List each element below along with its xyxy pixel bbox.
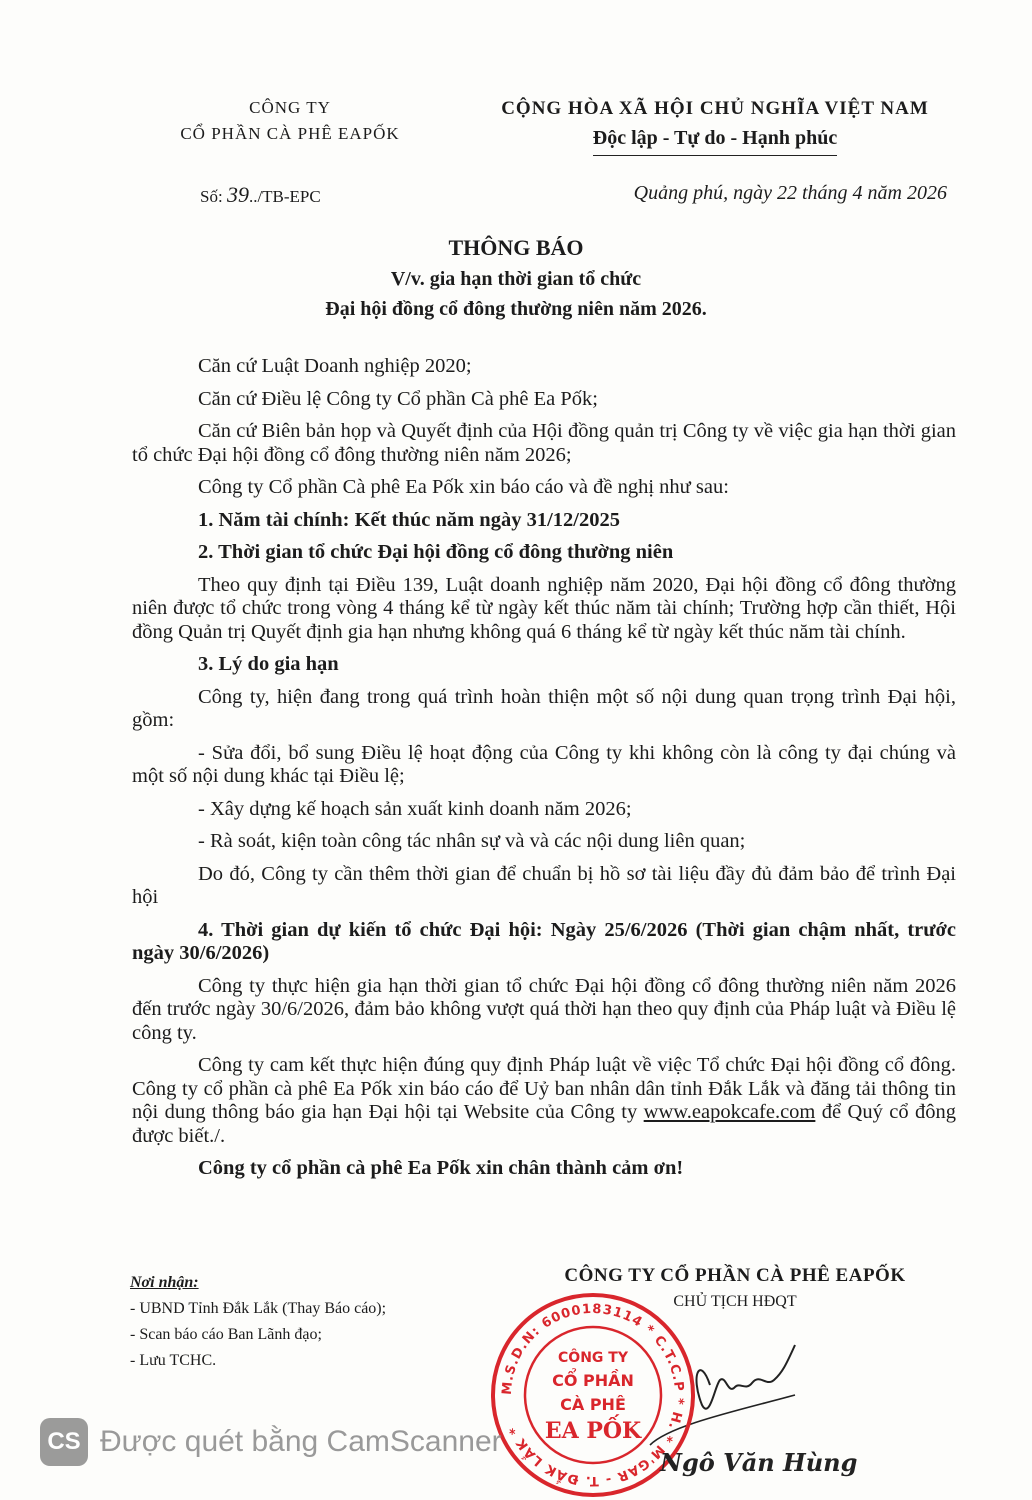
document-number [200,182,321,208]
recipients [130,1270,386,1374]
company-line-1: CÔNG TY [249,98,331,117]
section-4-text-2 [132,1054,956,1148]
section-3-item-3: - Rà soát, kiện toàn công tác nhân sự và và các nội dung liên quan; [198,830,746,852]
doc-number-handwritten: 39 [226,182,249,207]
camscanner-watermark [40,1418,502,1466]
section-4-text-1: Công ty thực hiện gia hạn thời gian tổ chức Đại hội đồng cổ đông thường niên năm 2026 đến trước ngày 30/6/2026, đảm bảo không vượt quá thời hạn theo quy định của Pháp luật và Điều lệ công ty. [132,974,956,1044]
signature-company: CÔNG TY CỔ PHẦN CÀ PHÊ EAPỐK [564,1265,906,1286]
company-line-2: CỔ PHẦN CÀ PHÊ EAPỐK [180,124,400,143]
recipients-heading: Nơi nhận: [130,1274,199,1291]
recipient-item: - Scan báo cáo Ban Lãnh đạo; [130,1326,322,1343]
signature-position: CHỦ TỊCH HĐQT [673,1293,797,1310]
section-4-text-2b: để Quý cổ đông được biết./. [132,1101,956,1147]
watermark-text: Được quét bằng CamScanner [100,1425,502,1458]
nation-header [455,95,975,156]
doc-number-suffix: ../TB-EPC [248,187,321,206]
place-date: Quảng phú, ngày 22 tháng 4 năm 2026 [633,182,947,204]
section-2-heading: 2. Thời gian tổ chức Đại hội đồng cổ đông thường niên [198,541,674,563]
basis-1: Căn cứ Luật Doanh nghiệp 2020; [198,355,472,377]
camscanner-logo-icon: CS [40,1418,88,1466]
section-3-heading: 3. Lý do gia hạn [198,653,339,675]
stamp-line-2: CỔ PHẦN [552,1371,634,1390]
section-2-text: Theo quy định tại Điều 139, Luật doanh nghiệp năm 2020, Đại hội đồng cổ đông thường niên được tổ chức trong vòng 4 tháng kể từ ngày kết thúc năm tài chính; Trường hợp cần thiết, Hội đồng Quản trị Quyết định gia hạn nhưng không quá 6 tháng kể từ ngày kết thúc năm tài chính. [132,573,956,643]
thanks-line: Công ty cổ phần cà phê Ea Pốk xin chân thành cảm ơn! [198,1157,684,1179]
intro: Công ty Cổ phần Cà phê Ea Pốk xin báo cáo và đề nghị như sau: [198,476,729,498]
subject-line-2: Đại hội đồng cổ đông thường niên năm 2026. [325,298,707,320]
title-block [0,232,1032,324]
doc-number-prefix: Số: [200,187,223,206]
recipient-item: - Lưu TCHC. [130,1352,217,1369]
company-header [120,95,460,147]
stamp-ring-text: M.S.D.N: 6000183114 * C.T.C.P * H. * M'GAR - T. ĐẮK LẮK * [499,1301,687,1489]
nation-title: CỘNG HÒA XÃ HỘI CHỦ NGHĨA VIỆT NAM [501,98,929,119]
section-3-item-2: - Xây dựng kế hoạch sản xuất kinh doanh năm 2026; [198,797,632,820]
subject-line-1: V/v. gia hạn thời gian tổ chức [390,268,642,290]
basis-2: Căn cứ Điều lệ Công ty Cổ phần Cà phê Ea Pốk; [198,387,598,410]
stamp-line-4: EA PỐK [544,1418,642,1444]
document-body [132,355,956,1190]
website-link[interactable]: www.eapokcafe.com [643,1101,816,1123]
section-4-text-2a: Công ty cam kết thực hiện đúng quy định Pháp luật về việc Tổ chức Đại hội đồng cổ đông. Công ty cổ phần cà phê Ea Pốk xin báo cáo để Uỷ ban nhân dân tỉnh Đắk Lắk và đăng tải thông tin nội dung thông báo gia hạn Đại hội tại Website của Công ty [132,1054,956,1123]
section-3-item-1: - Sửa đổi, bổ sung Điều lệ hoạt động của Công ty khi không còn là công ty đại chúng và một số nội dung khác tại Điều lệ; [132,741,956,787]
section-3-conclusion: Do đó, Công ty cần thêm thời gian để chuẩn bị hồ sơ tài liệu đầy đủ đảm bảo để trình Đại hội [132,862,956,908]
stamp-line-3: CÀ PHÊ [560,1395,626,1414]
section-1-heading: 1. Năm tài chính: Kết thúc năm ngày 31/12/2025 [198,508,620,531]
recipient-item: - UBND Tỉnh Đắk Lắk (Thay Báo cáo); [130,1300,387,1317]
stamp-line-1: CÔNG TY [558,1350,628,1366]
signer-name: Ngô Văn Hùng [660,1448,858,1477]
motto: Độc lập - Tự do - Hạnh phúc [593,123,837,156]
basis-3: Căn cứ Biên bản họp và Quyết định của Hội đồng quản trị Công ty về việc gia hạn thời gian tổ chức Đại hội đồng cổ đông thường niên năm 2026; [132,420,956,466]
section-3-text: Công ty, hiện đang trong quá trình hoàn thiện một số nội dung quan trọng trình Đại hội, gồm: [132,685,956,731]
section-4-heading: 4. Thời gian dự kiến tổ chức Đại hội: Ngày 25/6/2026 (Thời gian chậm nhất, trước ngày 30/6/2026) [132,918,956,964]
document-title: THÔNG BÁO [448,235,584,260]
